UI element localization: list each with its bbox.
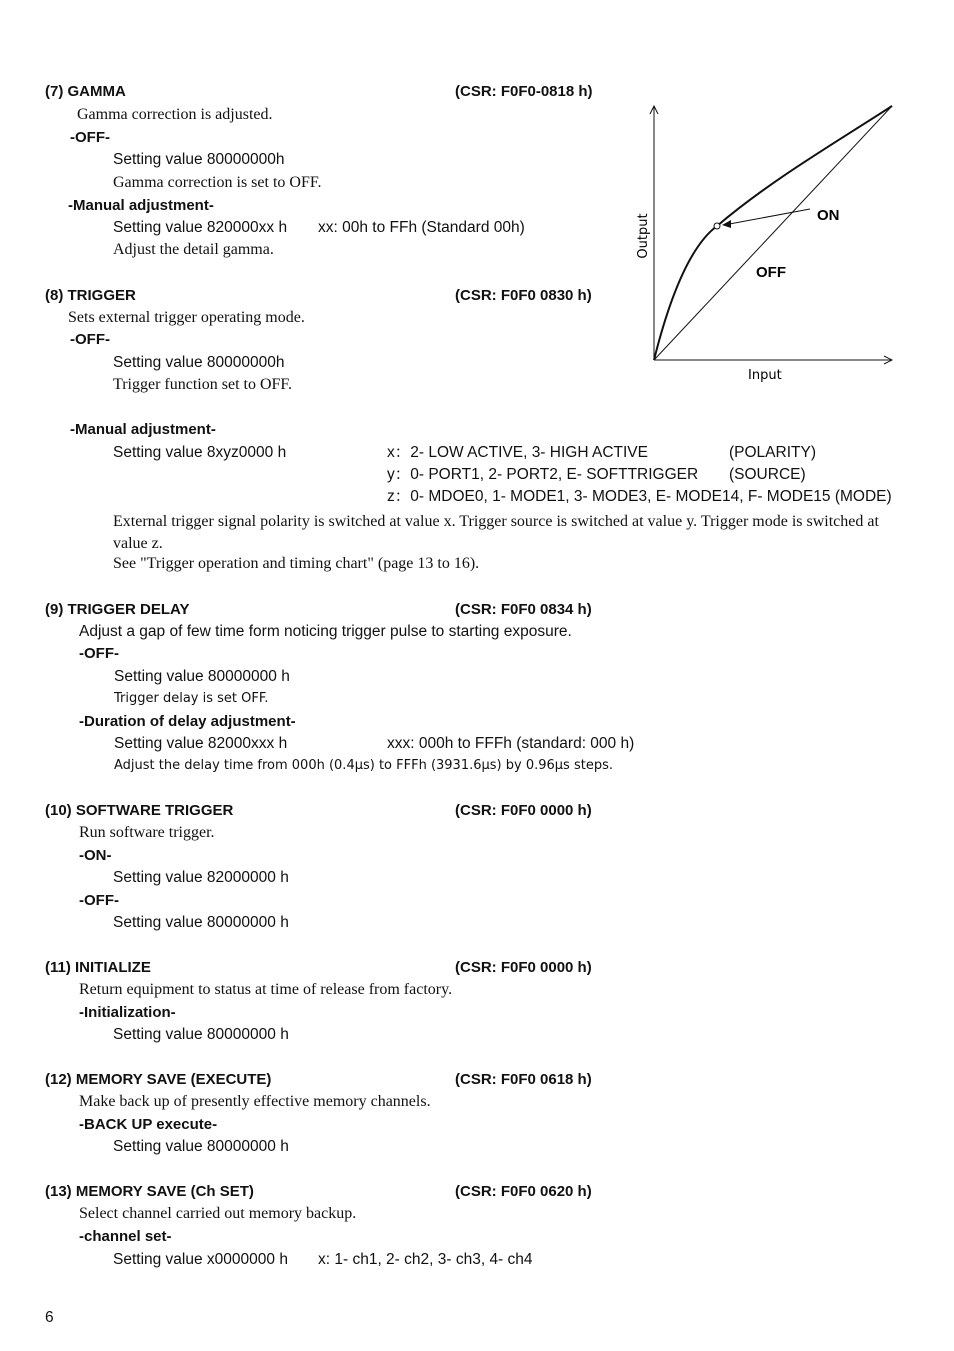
trigger-delay-off-setting: Setting value 80000000 h — [114, 668, 290, 685]
trigger-x-line: x：2- LOW ACTIVE, 3- HIGH ACTIVE — [387, 444, 648, 461]
gamma-off-setting: Setting value 80000000h — [113, 151, 285, 168]
gamma-off-line — [654, 106, 892, 360]
memory-save-execute-setting: Setting value 80000000 h — [113, 1138, 289, 1155]
software-trigger-title: (10) SOFTWARE TRIGGER — [45, 802, 234, 819]
trigger-delay-off-desc: Trigger delay is set OFF. — [114, 691, 269, 706]
software-trigger-on-setting: Setting value 82000000 h — [113, 869, 289, 886]
memory-save-chset-range: x: 1- ch1, 2- ch2, 3- ch3, 4- ch4 — [318, 1251, 533, 1268]
initialize-desc: Return equipment to status at time of release from factory. — [79, 981, 453, 998]
memory-save-execute-csr: (CSR: F0F0 0618 h) — [455, 1071, 592, 1088]
trigger-manual-setting: Setting value 8xyz0000 h — [113, 444, 287, 461]
memory-save-chset-title: (13) MEMORY SAVE (Ch SET) — [45, 1183, 254, 1200]
trigger-delay-title: (9) TRIGGER DELAY — [45, 601, 190, 618]
trigger-desc: Sets external trigger operating mode. — [68, 309, 305, 326]
memory-save-execute-desc: Make back up of presently effective memory channels. — [79, 1093, 431, 1110]
trigger-title: (8) TRIGGER — [45, 287, 136, 304]
trigger-y-tag: (SOURCE) — [729, 466, 806, 483]
memory-save-chset-csr: (CSR: F0F0 0620 h) — [455, 1183, 592, 1200]
on-label: ON — [817, 207, 840, 224]
memory-save-execute-title: (12) MEMORY SAVE (EXECUTE) — [45, 1071, 272, 1088]
software-trigger-off-label: -OFF- — [79, 892, 119, 909]
gamma-chart — [630, 96, 905, 386]
trigger-off-setting: Setting value 80000000h — [113, 354, 285, 371]
gamma-manual-label: -Manual adjustment- — [68, 197, 214, 214]
software-trigger-desc: Run software trigger. — [79, 824, 215, 841]
trigger-off-label: -OFF- — [70, 331, 110, 348]
trigger-z-line: z：0- MDOE0, 1- MODE1, 3- MODE3, E- MODE14, F- MODE15 (MODE) — [387, 488, 892, 505]
initialize-title: (11) INITIALIZE — [45, 959, 151, 976]
gamma-csr: (CSR: F0F0-0818 h) — [455, 83, 593, 100]
gamma-title: (7) GAMMA — [45, 83, 126, 100]
initialize-setting: Setting value 80000000 h — [113, 1026, 289, 1043]
y-axis-label: Output — [636, 213, 651, 259]
x-axis-label: Input — [748, 368, 782, 383]
trigger-see-desc: See "Trigger operation and timing chart" (page 13 to 16). — [113, 555, 480, 572]
gamma-manual-range: xx: 00h to FFh (Standard 00h) — [318, 219, 525, 236]
software-trigger-off-setting: Setting value 80000000 h — [113, 914, 289, 931]
trigger-manual-label: -Manual adjustment- — [70, 421, 216, 438]
trigger-delay-csr: (CSR: F0F0 0834 h) — [455, 601, 592, 618]
memory-save-chset-label: -channel set- — [79, 1228, 172, 1245]
trigger-delay-duration-desc: Adjust the delay time from 000h (0.4μs) to FFFh (3931.6μs) by 0.96μs steps. — [114, 758, 613, 773]
software-trigger-csr: (CSR: F0F0 0000 h) — [455, 802, 592, 819]
gamma-curve-marker — [714, 223, 720, 229]
initialize-csr: (CSR: F0F0 0000 h) — [455, 959, 592, 976]
off-label: OFF — [756, 264, 786, 281]
trigger-delay-duration-label: -Duration of delay adjustment- — [79, 713, 296, 730]
trigger-delay-duration-range: xxx: 000h to FFFh (standard: 000 h) — [387, 735, 635, 752]
trigger-delay-duration-setting: Setting value 82000xxx h — [114, 735, 288, 752]
gamma-off-desc: Gamma correction is set to OFF. — [113, 174, 322, 191]
memory-save-chset-setting: Setting value x0000000 h — [113, 1251, 288, 1268]
memory-save-execute-label: -BACK UP execute- — [79, 1116, 218, 1133]
gamma-off-label: -OFF- — [70, 129, 110, 146]
gamma-manual-desc: Adjust the detail gamma. — [113, 241, 274, 258]
trigger-off-desc: Trigger function set to OFF. — [113, 376, 293, 393]
trigger-y-line: y：0- PORT1, 2- PORT2, E- SOFTTRIGGER — [387, 466, 699, 483]
trigger-delay-desc: Adjust a gap of few time form noticing trigger pulse to starting exposure. — [79, 623, 572, 640]
trigger-x-tag: (POLARITY) — [729, 444, 816, 461]
trigger-switch-desc: External trigger signal polarity is switched at value x. Trigger source is switched at value y. Trigger mode is switched at value z. — [113, 513, 879, 552]
page-number: 6 — [45, 1309, 54, 1326]
gamma-desc: Gamma correction is adjusted. — [77, 106, 273, 123]
initialize-label: -Initialization- — [79, 1004, 176, 1021]
trigger-csr: (CSR: F0F0 0830 h) — [455, 287, 592, 304]
gamma-manual-setting: Setting value 820000xx h — [113, 219, 288, 236]
memory-save-chset-desc: Select channel carried out memory backup. — [79, 1205, 357, 1222]
on-pointer-line — [724, 209, 810, 225]
software-trigger-on-label: -ON- — [79, 847, 112, 864]
trigger-delay-off-label: -OFF- — [79, 645, 119, 662]
